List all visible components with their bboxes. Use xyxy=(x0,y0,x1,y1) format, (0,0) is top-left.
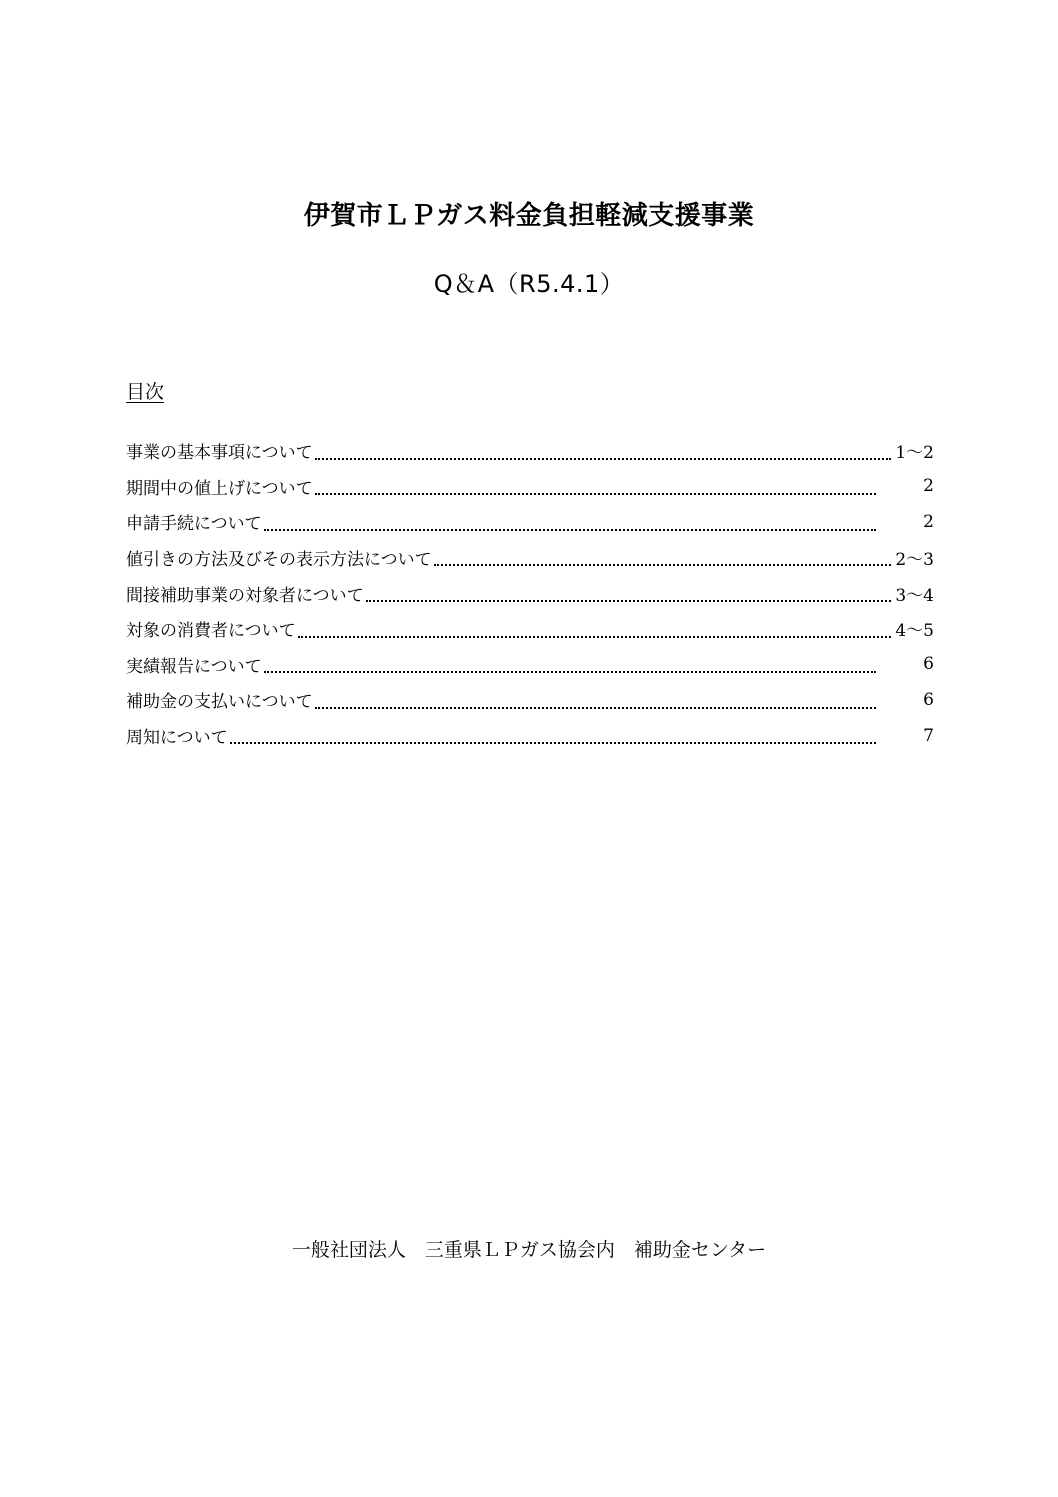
toc-entry-price-increase xyxy=(126,469,934,505)
toc-dot-leader xyxy=(264,671,876,673)
toc-dot-leader xyxy=(315,493,876,495)
toc-dot-leader xyxy=(434,564,892,566)
toc-entry-label: 事業の基本事項について xyxy=(126,443,313,464)
toc-entry-label: 値引きの方法及びその表示方法について xyxy=(126,550,432,571)
toc-entry-page: 6 xyxy=(923,689,934,710)
toc-entry-label: 補助金の支払いについて xyxy=(126,692,313,713)
toc-entry-label: 間接補助事業の対象者について xyxy=(126,585,364,606)
toc-entry-label: 対象の消費者について xyxy=(126,621,296,642)
toc-entry-basics xyxy=(126,433,934,469)
toc-dot-leader xyxy=(315,707,876,709)
toc-entry-page: 2 xyxy=(923,476,934,497)
toc-entry-report xyxy=(126,647,934,683)
toc-entry-page: 2 xyxy=(923,511,934,532)
toc-dot-leader xyxy=(264,529,876,531)
document-subtitle: Q＆A（R5.4.1） xyxy=(433,270,625,298)
toc-entry-eligible-consumers xyxy=(126,611,934,647)
toc-entry-page: 3～4 xyxy=(895,585,934,606)
toc-dot-leader xyxy=(315,458,892,460)
toc-entry-label: 周知について xyxy=(126,728,228,749)
toc-entry-label: 申請手続について xyxy=(126,514,262,535)
toc-entry-application xyxy=(126,504,934,540)
document-title: 伊賀市ＬＰガス料金負担軽減支援事業 xyxy=(303,201,755,231)
toc-entry-label: 期間中の値上げについて xyxy=(126,478,313,499)
toc-entry-payment xyxy=(126,682,934,718)
toc-heading: 目次 xyxy=(126,381,165,403)
toc-entry-discount-method xyxy=(126,540,934,576)
toc-dot-leader xyxy=(298,636,892,638)
table-of-contents xyxy=(126,433,934,753)
toc-entry-page: 2～3 xyxy=(895,550,934,571)
toc-entry-page: 1～2 xyxy=(895,443,934,464)
toc-dot-leader xyxy=(366,600,892,602)
toc-entry-eligible-businesses xyxy=(126,575,934,611)
toc-entry-page: 4～5 xyxy=(895,621,934,642)
toc-dot-leader xyxy=(230,742,876,744)
issuer-footer: 一般社団法人 三重県ＬＰガス協会内 補助金センター xyxy=(291,1239,767,1261)
toc-entry-label: 実績報告について xyxy=(126,656,262,677)
toc-entry-page: 6 xyxy=(923,654,934,675)
toc-entry-publicity xyxy=(126,718,934,754)
toc-entry-page: 7 xyxy=(923,725,934,746)
